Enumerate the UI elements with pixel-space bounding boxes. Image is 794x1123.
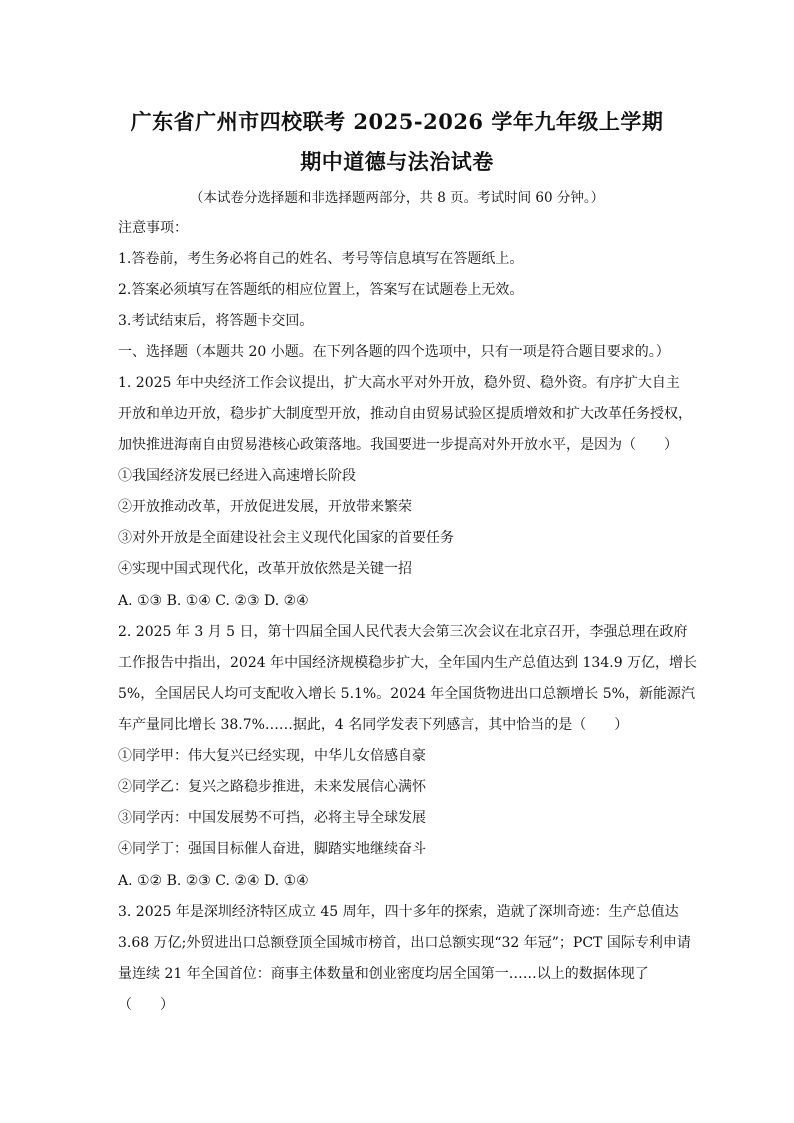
question-1-statement: ④实现中国式现代化，改革开放依然是关键一招 — [118, 561, 412, 577]
notice-item: 3.考试结束后，将答题卡交回。 — [118, 313, 314, 329]
exam-note: （本试卷分选择题和非选择题两部分，共 8 页。考试时间 60 分钟。） — [189, 190, 605, 206]
question-3-stem: 3. 2025 年是深圳经济特区成立 45 周年，四十多年的探索，造就了深圳奇迹：生产总值达 — [118, 904, 679, 920]
question-2-statement: ②同学乙：复兴之路稳步推进，未来发展信心满怀 — [118, 779, 426, 795]
question-3-stem: （ ） — [118, 997, 174, 1013]
question-3-stem: 3.68 万亿;外贸进出口总额登顶全国城市榜首，出口总额实现“32 年冠”；PCT 国际专利申请 — [118, 935, 691, 951]
question-2-stem: 工作报告中指出，2024 年中国经济规模稳步扩大，全年国内生产总值达到 134.9 万亿，增长 — [118, 655, 698, 671]
question-2-statement: ①同学甲：伟大复兴已经实现，中华儿女倍感自豪 — [118, 748, 426, 764]
exam-title-line1: 广东省广州市四校联考 2025-2026 学年九年级上学期 — [130, 109, 664, 134]
section-heading: 一、选择题（本题共 20 小题。在下列各题的四个选项中，只有一项是符合题目要求的。） — [118, 344, 670, 360]
question-2-options: A. ①② B. ②③ C. ②④ D. ①④ — [118, 873, 309, 889]
question-1-options: A. ①③ B. ①④ C. ②③ D. ②④ — [118, 593, 309, 609]
question-2-stem: 车产量同比增长 38.7%……据此，4 名同学发表下列感言，其中恰当的是（ ） — [118, 717, 629, 733]
question-3-stem: 量连续 21 年全国首位：商事主体数量和创业密度均居全国第一……以上的数据体现了 — [118, 966, 649, 982]
question-1-statement: ①我国经济发展已经进入高速增长阶段 — [118, 468, 356, 484]
question-2-statement: ③同学丙：中国发展势不可挡，必将主导全球发展 — [118, 810, 426, 826]
notice-item: 1.答卷前，考生务必将自己的姓名、考号等信息填写在答题纸上。 — [118, 251, 524, 267]
question-2-statement: ④同学丁：强国目标催人奋进，脚踏实地继续奋斗 — [118, 841, 426, 857]
question-1-statement: ③对外开放是全面建设社会主义现代化国家的首要任务 — [118, 530, 454, 546]
question-2-stem: 5%，全国居民人均可支配收入增长 5.1%。2024 年全国货物进出口总额增长 5%，新能源汽 — [118, 686, 695, 702]
exam-title-line2: 期中道德与法治试卷 — [300, 149, 494, 174]
question-1-stem: 加快推进海南自由贸易港核心政策落地。我国要进一步提高对外开放水平，是因为（ ） — [118, 437, 678, 453]
question-2-stem: 2. 2025 年 3 月 5 日，第十四届全国人民代表大会第三次会议在北京召开，李强总理在政府 — [118, 624, 688, 640]
question-1-statement: ②开放推动改革，开放促进发展，开放带来繁荣 — [118, 499, 412, 515]
notice-heading: 注意事项： — [118, 220, 188, 236]
question-1-stem: 开放和单边开放，稳步扩大制度型开放，推动自由贸易试验区提质增效和扩大改革任务授权， — [118, 406, 692, 422]
question-1-stem: 1. 2025 年中央经济工作会议提出，扩大高水平对外开放，稳外贸、稳外资。有序扩大自主 — [118, 375, 680, 391]
notice-item: 2.答案必须填写在答题纸的相应位置上，答案写在试题卷上无效。 — [118, 282, 524, 298]
